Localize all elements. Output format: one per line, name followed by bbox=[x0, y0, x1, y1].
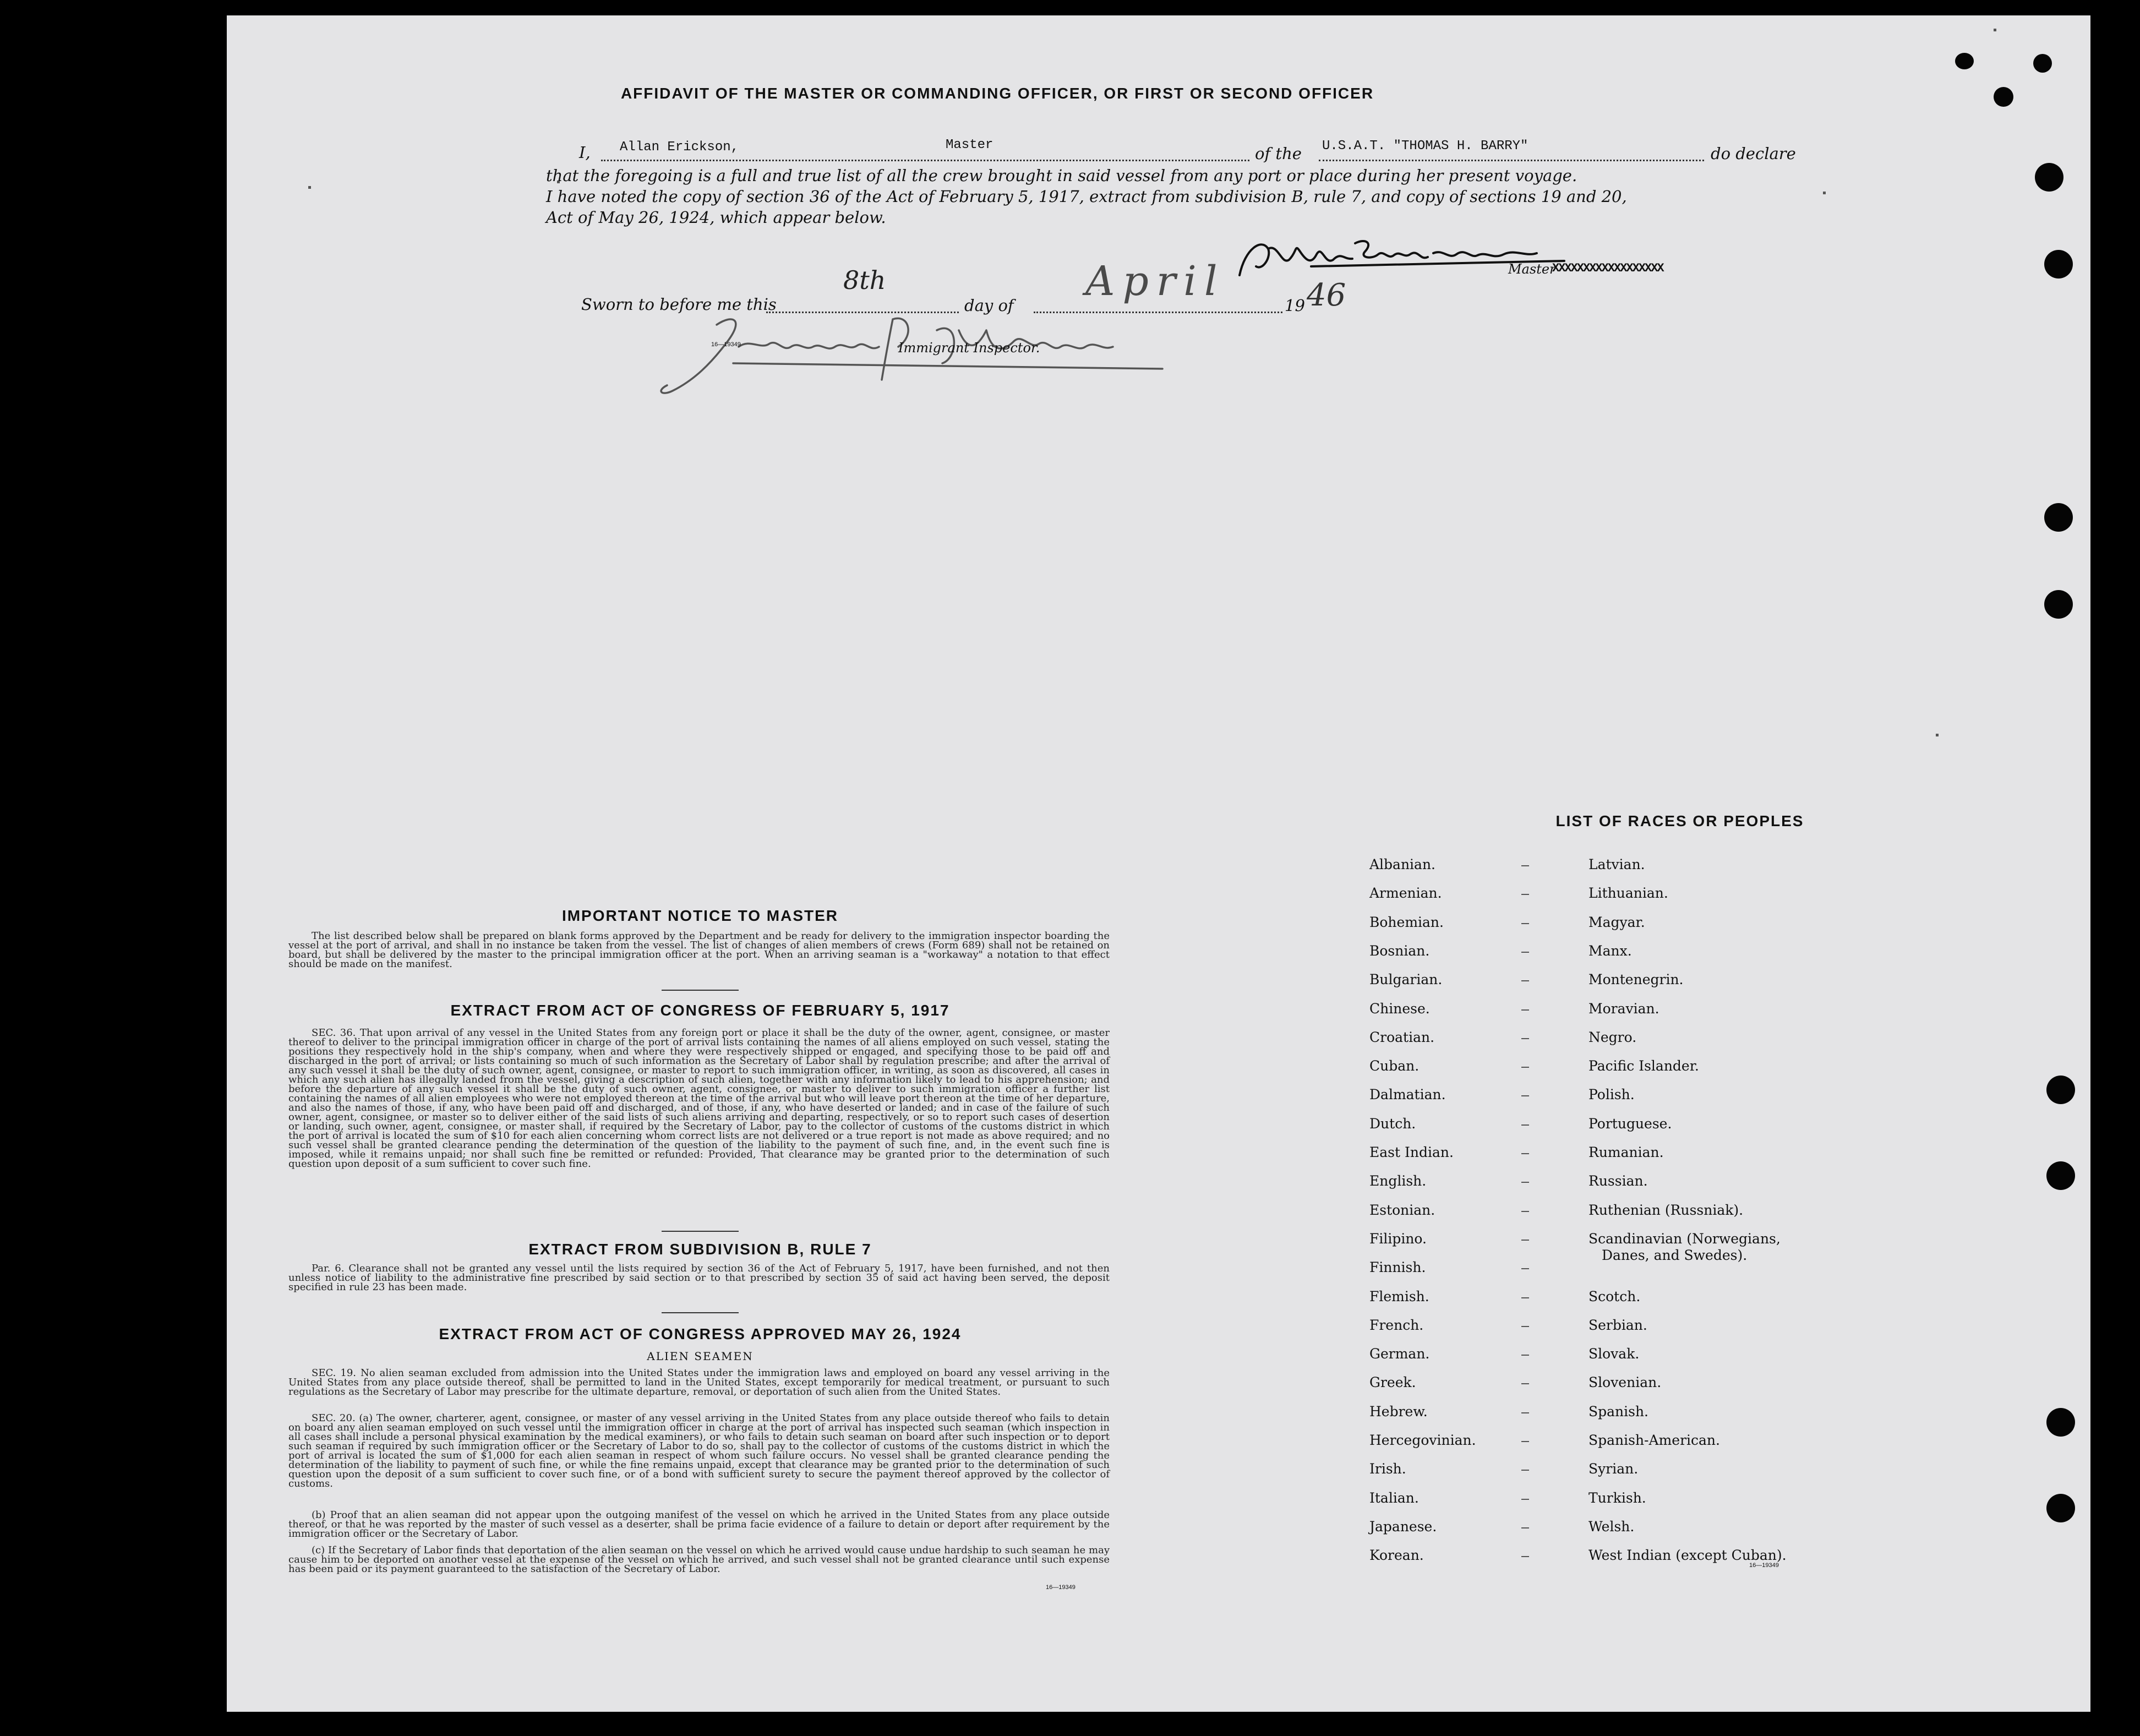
races-title: LIST OF RACES OR PEOPLES bbox=[1555, 812, 1804, 829]
binder-hole bbox=[2046, 1408, 2075, 1437]
race-item: Filipino. bbox=[1369, 1230, 1427, 1247]
race-item: Rumanian. bbox=[1588, 1144, 1664, 1160]
column-tick bbox=[1521, 1038, 1529, 1039]
scan-speck bbox=[308, 186, 311, 189]
notice-title: IMPORTANT NOTICE TO MASTER bbox=[561, 907, 839, 924]
column-tick bbox=[1521, 1009, 1529, 1011]
race-item: Montenegrin. bbox=[1588, 971, 1684, 988]
extract-1924-title: EXTRACT FROM ACT OF CONGRESS APPROVED MAY 26, 1924 bbox=[439, 1325, 962, 1342]
notice-body: The list described below shall be prepared on blank forms approved by the Department and be ready for delivery to the immigration inspector boarding the vessel at the port of arrival, and shall in no instance be taken from the vessel. The list of changes of alien members of crews (Form 689) shall not be retained on board, but shall be delivered by the master to the principal immigration officer at the port. When an arriving seaman is a "workaway" a notation to that effect should be made on the manifest. bbox=[288, 930, 1110, 970]
column-tick bbox=[1521, 1326, 1529, 1327]
master-name-field: Allan Erickson, bbox=[620, 140, 739, 155]
master-struck-text: XXXXXXXXXXXXXXXXXX bbox=[1552, 261, 1663, 275]
binder-hole bbox=[2046, 1161, 2075, 1190]
race-item: Dutch. bbox=[1369, 1115, 1416, 1132]
affidavit-heading: AFFIDAVIT OF THE MASTER OR COMMANDING OFFICER, OR FIRST OR SECOND OFFICER bbox=[620, 85, 1374, 102]
column-tick bbox=[1521, 1182, 1529, 1183]
race-item: Pacific Islander. bbox=[1588, 1058, 1699, 1074]
race-item: Portuguese. bbox=[1588, 1115, 1672, 1132]
master-signature bbox=[1229, 227, 1570, 287]
scan-speck bbox=[1936, 734, 1939, 736]
race-item: Ruthenian (Russniak). bbox=[1588, 1202, 1744, 1218]
sec20c-body: (c) If the Secretary of Labor finds that deportation of the alien seaman on the vessel on which he arrived would cause undue hardship to such seaman he may cause him to be deported on another vessel at the expense of the vessel on which he arrived, and such vessel shall not be granted clearance until such expense has been paid or its payment guaranteed to the satisfaction of the Secretary of Labor. bbox=[288, 1544, 1110, 1575]
binder-hole bbox=[2044, 503, 2073, 532]
race-item: Polish. bbox=[1588, 1087, 1635, 1103]
column-tick bbox=[1521, 1527, 1529, 1528]
race-item: Bulgarian. bbox=[1369, 971, 1443, 988]
year-prefix: 19 bbox=[1285, 296, 1305, 315]
rule7-title: EXTRACT FROM SUBDIVISION B, RULE 7 bbox=[528, 1241, 872, 1258]
month-value: April bbox=[1085, 258, 1225, 305]
column-tick bbox=[1521, 1095, 1529, 1096]
race-item: Irish. bbox=[1369, 1461, 1406, 1477]
extract-1917-body: SEC. 36. That upon arrival of any vessel in the United States from any foreign port or place it shall be the duty of the owner, agent, consignee, or master thereof to deliver to the principal immigration officer in charge of the port of arrival lists containing the names of all aliens employed on such vessel, stating the positions they respectively hold in the ship's company, when and where they were respectively shipped or engaged, and specifying those to be paid off and discharged in the port of arrival; or lists containing so much of such information as the Secretary of Labor shall by regulation prescribe; and after the arrival of any such vessel it shall be the duty of such owner, agent, consignee, or master to report to such immigration officer, in writing, as soon as discovered, all cases in which any such alien has illegally landed from the vessel, giving a description of such alien, together with any information likely to lead to his apprehension; and before the departure of any such vessel it shall be the duty of such owner, agent, consignee, or master to deliver to such immigration officer a further list containing the names of all alien employees who were not employed thereon at the time of the arrival but who will leave port thereon at the time of her departure, and also the names of those, if any, who have been paid off and discharged, and of those, if any, who have deserted or landed; and in case of the failure of such owner, agent, consignee, or master so to deliver either of the said lists of such aliens arriving and departing, respectively, or so to report such cases of desertion or landing, such owner, agent, consignee, or master shall, if required by the Secretary of Labor, pay to the collector of customs of the customs district in which the port of arrival is located the sum of $10 for each alien concerning whom correct lists are not delivered or a true report is not made as above required; and no such vessel shall be granted clearance pending the determination of the question of the liability to the payment of such fine, and, in the event such fine is imposed, while it remains unpaid; nor shall such fine be remitted or refunded: Provided, That clearance may be granted prior to the determination of such question upon deposit of a sum sufficient to cover such fine. bbox=[288, 1027, 1110, 1170]
race-item: Syrian. bbox=[1588, 1461, 1639, 1477]
binder-hole bbox=[2033, 54, 2052, 73]
race-item: Russian. bbox=[1588, 1173, 1648, 1189]
race-item: Magyar. bbox=[1588, 914, 1645, 930]
sec20a-body: SEC. 20. (a) The owner, charterer, agent, consignee, or master of any vessel arriving in the United States from any place outside thereof who fails to detain on board any alien seaman employed on such vessel until the immigration officer in charge at the port of arrival has inspected such seaman (which inspection in all cases shall include a personal physical examination by the medical examiners), or who fails to detain such seaman on board after such inspection or to deport such seaman if required by such immigration officer or the Secretary of Labor to do so, shall pay to the collector of customs of the customs district in which the port of arrival is located the sum of $1,000 for each alien seaman in respect of whom such failure occurs. No vessel shall be granted clearance pending the determination of the liability to payment of such fine, or while the fine remains unpaid, except that clearance may be granted prior to the determination of such question upon the deposit of a sum sufficient to cover such fine, or of a bond with sufficient surety to secure the payment thereof approved by the collector of customs. bbox=[288, 1412, 1110, 1489]
column-tick bbox=[1521, 1470, 1529, 1471]
column-tick bbox=[1521, 923, 1529, 924]
affidavit-of-the: of the bbox=[1255, 144, 1302, 163]
race-item: Moravian. bbox=[1588, 1000, 1659, 1017]
sec20b-body: (b) Proof that an alien seaman did not appear upon the outgoing manifest of the vessel on which he arrived in the United States from any place outside thereof, or that he was reported by the master of such vessel as a deserter, shall be prima facie evidence of a failure to detain or deport after requirement by the immigration officer or the Secretary of Labor. bbox=[288, 1509, 1110, 1540]
race-item: Slovak. bbox=[1588, 1346, 1640, 1362]
rule7-body: Par. 6. Clearance shall not be granted any vessel until the lists required by section 36 of the Act of February 5, 1917, have been furnished, and not then unless notice of liability to the administrative fine prescribed by said section or to that prescribed by section 35 of said act having been served, the deposit specified in rule 23 has been made. bbox=[288, 1263, 1110, 1293]
race-item: French. bbox=[1369, 1317, 1424, 1333]
race-item: Korean. bbox=[1369, 1547, 1424, 1564]
column-tick bbox=[1521, 1067, 1529, 1068]
inspector-form-no: 16—19349 bbox=[711, 341, 741, 348]
race-item: Slovenian. bbox=[1588, 1374, 1662, 1391]
column-tick bbox=[1521, 1268, 1529, 1269]
race-item: Welsh. bbox=[1588, 1518, 1635, 1535]
affidavit-line-4: Act of May 26, 1924, which appear below. bbox=[546, 208, 886, 227]
day-value: 8th bbox=[843, 265, 886, 295]
alien-seamen-subtitle: ALIEN SEAMEN bbox=[647, 1350, 754, 1363]
inspector-label: Immigrant Inspector. bbox=[898, 340, 1040, 356]
sec19-body: SEC. 19. No alien seaman excluded from admission into the United States under the immigration laws and employed on board any vessel arriving in the United States from any place outside thereof, shall be permitted to land in the United States, except temporarily for medical treatment, or pursuant to such regulations as the Secretary of Labor may prescribe for the ultimate departure, removal, or deportation of such alien from the United States. bbox=[288, 1367, 1110, 1397]
column-tick bbox=[1521, 1153, 1529, 1154]
extract-form-no: 16—19349 bbox=[1046, 1584, 1076, 1591]
scan-speck bbox=[1823, 192, 1826, 194]
column-tick bbox=[1521, 1383, 1529, 1384]
master-label: Master bbox=[1508, 261, 1556, 277]
section-divider bbox=[662, 990, 739, 991]
race-item: Scandinavian (Norwegians, bbox=[1588, 1230, 1781, 1247]
column-tick bbox=[1521, 980, 1529, 981]
race-item: English. bbox=[1369, 1173, 1427, 1189]
section-divider bbox=[662, 1312, 739, 1313]
race-item: Bosnian. bbox=[1369, 942, 1430, 959]
affidavit-line-2: that the foregoing is a full and true list of all the crew brought in said vessel from any port or place during her present voyage. bbox=[546, 166, 1577, 185]
binder-hole bbox=[2044, 590, 2073, 619]
race-item: East Indian. bbox=[1369, 1144, 1454, 1160]
column-tick bbox=[1521, 1412, 1529, 1413]
race-item: Bohemian. bbox=[1369, 914, 1444, 930]
race-item: Flemish. bbox=[1369, 1288, 1429, 1304]
affidavit-do-declare: do declare bbox=[1711, 144, 1796, 163]
column-tick bbox=[1521, 1124, 1529, 1126]
binder-hole bbox=[2035, 163, 2063, 192]
extract-1917-title: EXTRACT FROM ACT OF CONGRESS OF FEBRUARY 5, 1917 bbox=[450, 1002, 950, 1019]
race-item: Hebrew. bbox=[1369, 1403, 1428, 1420]
race-item: Japanese. bbox=[1369, 1518, 1437, 1535]
race-item: Finnish. bbox=[1369, 1259, 1426, 1276]
vessel-blank bbox=[1319, 160, 1704, 161]
name-blank bbox=[601, 160, 1249, 161]
column-tick bbox=[1521, 952, 1529, 953]
column-tick bbox=[1521, 1499, 1529, 1500]
race-item: Croatian. bbox=[1369, 1029, 1435, 1045]
race-item: Latvian. bbox=[1588, 856, 1645, 872]
race-item: Estonian. bbox=[1369, 1202, 1435, 1218]
scan-speck bbox=[1994, 29, 1996, 31]
column-tick bbox=[1521, 865, 1529, 866]
race-item: Chinese. bbox=[1369, 1000, 1430, 1017]
binder-hole bbox=[1955, 53, 1974, 69]
day-of-label: day of bbox=[964, 296, 1014, 315]
race-item: Spanish. bbox=[1588, 1403, 1649, 1420]
form-page bbox=[227, 15, 2090, 1712]
race-item: Manx. bbox=[1588, 942, 1632, 959]
inspector-signature bbox=[651, 308, 1234, 407]
column-tick bbox=[1521, 1240, 1529, 1241]
race-item: Albanian. bbox=[1369, 856, 1436, 872]
vessel-name-field: U.S.A.T. "THOMAS H. BARRY" bbox=[1322, 139, 1528, 154]
column-tick bbox=[1521, 1211, 1529, 1212]
race-item: Italian. bbox=[1369, 1489, 1419, 1506]
race-item: Danes, and Swedes). bbox=[1602, 1247, 1748, 1263]
binder-hole bbox=[2046, 1076, 2075, 1104]
affidavit-line-3: I have noted the copy of section 36 of the Act of February 5, 1917, extract from subdivision B, rule 7, and copy of sections 19 and 20, bbox=[546, 187, 1627, 206]
year-value: 46 bbox=[1307, 277, 1346, 313]
rank-field: Master bbox=[946, 138, 993, 152]
column-tick bbox=[1521, 1441, 1529, 1442]
column-tick bbox=[1521, 1297, 1529, 1298]
race-item: Spanish-American. bbox=[1588, 1432, 1720, 1448]
race-item: Greek. bbox=[1369, 1374, 1416, 1391]
races-form-no: 16—19349 bbox=[1749, 1562, 1779, 1569]
section-divider bbox=[662, 1231, 739, 1232]
race-item: German. bbox=[1369, 1346, 1430, 1362]
race-item: Armenian. bbox=[1369, 885, 1442, 902]
race-item: Turkish. bbox=[1588, 1489, 1646, 1506]
race-item: Lithuanian. bbox=[1588, 885, 1668, 902]
race-item: West Indian (except Cuban). bbox=[1588, 1547, 1787, 1564]
race-item: Scotch. bbox=[1588, 1288, 1641, 1304]
race-item: Serbian. bbox=[1588, 1317, 1647, 1333]
column-tick bbox=[1521, 1556, 1529, 1557]
column-tick bbox=[1521, 894, 1529, 895]
column-tick bbox=[1521, 1355, 1529, 1356]
sworn-label: Sworn to before me this bbox=[581, 295, 777, 314]
affidavit-i: I, bbox=[579, 143, 591, 162]
binder-hole bbox=[1994, 87, 2013, 107]
race-item: Hercegovinian. bbox=[1369, 1432, 1476, 1448]
race-item: Dalmatian. bbox=[1369, 1087, 1446, 1103]
binder-hole bbox=[2046, 1494, 2075, 1522]
binder-hole bbox=[2044, 250, 2073, 279]
race-item: Cuban. bbox=[1369, 1058, 1420, 1074]
race-item: Negro. bbox=[1588, 1029, 1637, 1045]
